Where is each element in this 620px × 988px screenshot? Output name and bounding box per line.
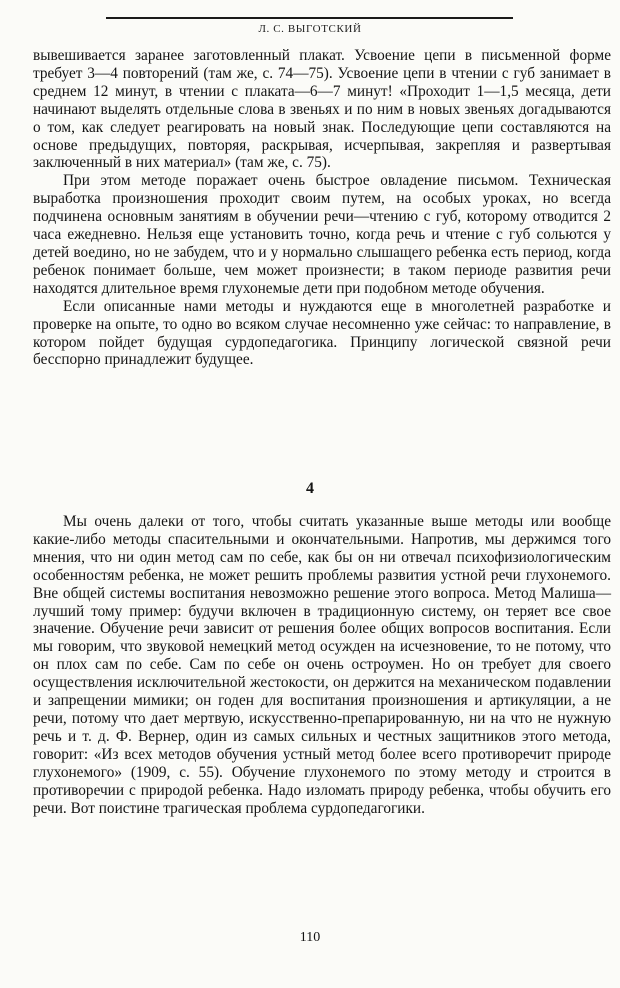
running-head: Л. С. ВЫГОТСКИЙ [258,23,362,35]
header-rule [106,17,513,19]
text-block-bottom [33,513,611,817]
paragraph-3: Если описанные нами методы и нуждаются еще в многолетней разработке и проверке на опыте, то одно во всяком случае несомненно уже сейчас: то направление, в котором пойдет будущая сурдопедагогика. Принципу логической связной речи бесспорно принадлежит будущее. [33,297,611,369]
paragraph-1: вывешивается заранее заготовленный плакат. Усвоение цепи в письменной форме требует 3—4 повторений (там же, с. 74—75). Усвоение цепи в чтении с губ занимает в среднем 12 минут, в чтении с плаката—6—7 минут! «Проходит 1—1,5 месяца, дети начинают выделять отдельные слова в звеньях и по ним в новых звеньях догадываются о том, как следует реагировать на новый знак. Последующие цепи составляются на основе предыдущих, повторяя, раскрывая, исчерпывая, закрепляя и развертывая заключенный в них материал» (там же, с. 75). [33,47,611,172]
page-number: 110 [299,930,321,945]
section-number: 4 [306,480,314,497]
text-block-top [33,47,611,369]
paragraph-2: При этом методе поражает очень быстрое овладение письмом. Техническая выработка произношения проходит своим путем, на особых уроках, но всегда подчинена основным занятиям в обучении речи—чтению с губ, которому отводится 2 часа ежедневно. Нельзя еще установить точно, когда речь и чтение с губ сольются у детей воедино, но не забудем, что и у нормально слышащего ребенка есть период, когда ребенок понимает больше, чем может произнести; в таком периоде развития речи находятся длительное время глухонемые дети при подобном методе обучения. [33,172,611,297]
paragraph-4: Мы очень далеки от того, чтобы считать указанные выше методы или вообще какие-либо методы спасительными и окончательными. Напротив, мы держимся того мнения, что ни один метод сам по себе, как бы он ни отвечал психофизиологическим особенностям ребенка, не может решить проблемы развития устной речи глухонемого. Вне общей системы воспитания невозможно решение этого вопроса. Метод Малиша—лучший тому пример: будучи включен в традиционную систему, он теряет все свое значение. Обучение речи зависит от решения более общих вопросов воспитания. Если мы говорим, что звуковой немецкий метод осужден на исчезновение, то не потому, что он плох сам по себе. Сам по себе он очень остроумен. Но он требует для своего осуществления исключительной жестокости, он держится на механическом подавлении и запрещении мимики; он годен для воспитания произношения и артикуляции, а не речи, потому что дает мертвую, искусственно-препарированную, ни на что не нужную речь и т. д. Ф. Вернер, один из самых сильных и честных защитников этого метода, говорит: «Из всех методов обучения устный метод более всего противоречит природе глухонемого» (1909, с. 55). Обучение глухонемого по этому методу и строится в противоречии с природой ребенка. Надо изломать природу ребенка, чтобы обучить его речи. Вот поистине трагическая проблема сурдопедагогики. [33,513,611,817]
